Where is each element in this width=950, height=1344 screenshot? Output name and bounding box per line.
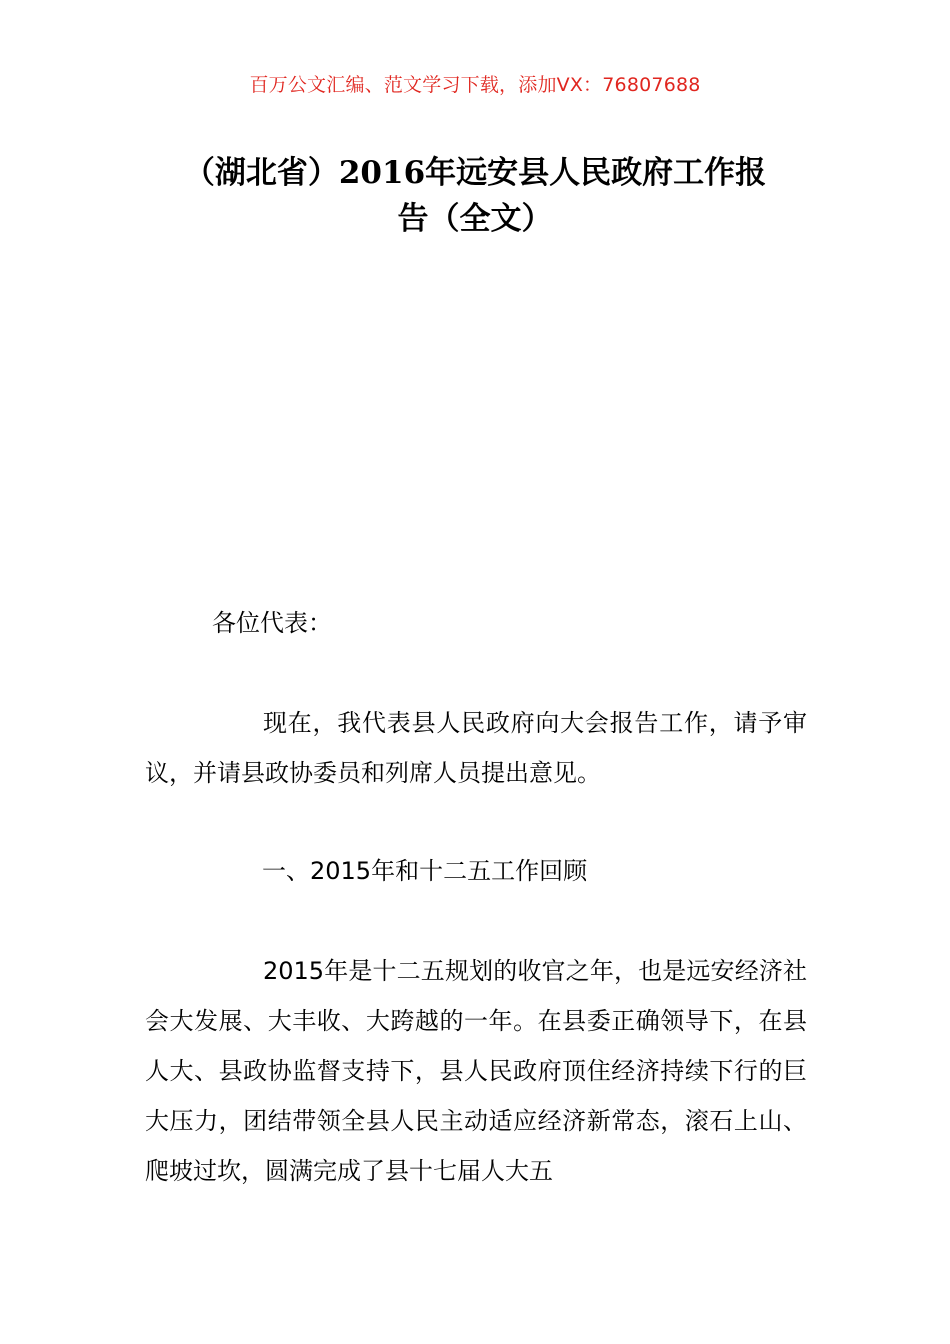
document-title-line-1: （湖北省）2016年远安县人民政府工作报 xyxy=(183,155,767,191)
salutation: 各位代表： xyxy=(212,609,332,637)
paragraph-opening: 现在，我代表县人民政府向大会报告工作，请予审议，并请县政协委员和列席人员提出意见。 xyxy=(145,709,807,787)
section-heading-review: 一、2015年和十二五工作回顾 xyxy=(262,857,588,885)
paragraph-review: 2015年是十二五规划的收官之年，也是远安经济社会大发展、大丰收、大跨越的一年。在县委正确领导下，在县人大、县政协监督支持下，县人民政府顶住经济持续下行的巨大压力，团结带领全县人民主动适应经济新常态，滚石上山、爬坡过坎，圆满完成了县十七届人大五 xyxy=(145,957,807,1185)
document-title-line-2: 告（全文） xyxy=(397,201,553,237)
header-note: 百万公文汇编、范文学习下载，添加VX：76807688 xyxy=(249,74,701,96)
document-title xyxy=(140,150,810,242)
